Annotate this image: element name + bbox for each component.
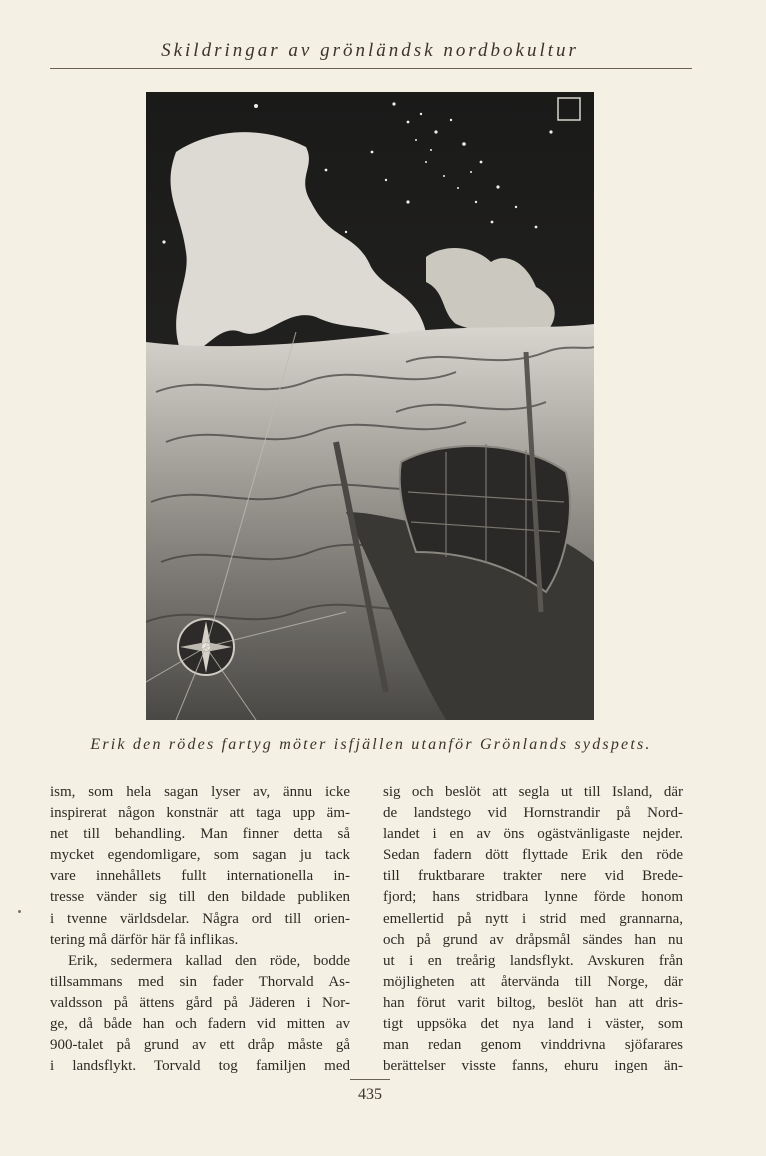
text-line: i tvenne världsdelar. Några ord till orien- (50, 910, 350, 927)
text-line: berättelser visste fanns, ehuru ingen än- (383, 1058, 683, 1075)
text-line: ge, då både han och fadern vid mitten av (50, 1016, 350, 1033)
text-column-left (50, 782, 350, 1077)
header-rule (50, 68, 692, 69)
running-title: Skildringar av grönländsk nordbokultur (161, 40, 579, 61)
text-line: Sedan fadern dött flyttade Erik den röde (383, 847, 683, 864)
text-line: ism, som hela sagan lyser av, ännu icke (50, 784, 350, 800)
text-line: Erik, sedermera kallad den röde, bodde (68, 952, 350, 969)
text-line: sig och beslöt att segla ut till Island, där (383, 784, 683, 800)
text-line: mycket egendomligare, som sagan ju tack (50, 847, 350, 864)
text-line: valdsson på ättens gård på Jäderen i Nor- (50, 994, 350, 1011)
text-line: landet i en av öns ogästvänligaste nejder. (383, 826, 683, 843)
illustration-ship-and-icebergs (146, 92, 594, 720)
text-line: emellertid på nytt i strid med grannarna, (383, 910, 683, 927)
text-line: inspirerat någon konstnär att taga upp äm- (50, 805, 350, 822)
text-line: man redan genom vinddrivna sjöfarares (383, 1037, 683, 1054)
text-line: tigt uppsöka det nya land i väster, som (383, 1016, 683, 1033)
text-line: tering må därför här få inflikas. (50, 931, 239, 948)
text-line: ut i en treårig landsflykt. Avskuren från (383, 952, 683, 969)
text-line: tresse vänder sig till den bildade publiken (50, 889, 350, 906)
page-number: 435 (358, 1086, 382, 1103)
text-line: fjord; hans stridbara lynne förde honom (383, 889, 683, 906)
text-line: i landsflykt. Torvald tog familjen med (50, 1058, 350, 1075)
folio-rule (350, 1079, 390, 1080)
text-line: han förut varit biltog, beslöt han att dris- (383, 994, 683, 1011)
text-line: de landstego vid Hornstrandir på Nord- (383, 805, 683, 822)
text-line: vare innehållets fullt internationella in- (50, 868, 350, 885)
text-line: och på grund av dråpsmål sändes han nu (383, 931, 683, 948)
text-line: tillsammans med sin fader Thorvald As- (50, 973, 350, 990)
figure-caption: Erik den rödes fartyg möter isfjällen utanför Grönlands sydspets. (90, 736, 652, 753)
text-line: net till behandling. Man finner detta så (50, 826, 350, 843)
margin-speck (18, 910, 21, 913)
illustration-drawing (146, 92, 594, 720)
text-line: 900-talet på grund av ett dråp måste gå (50, 1037, 350, 1054)
text-line: till fruktbarare trakter nere vid Brede- (383, 868, 683, 885)
text-column-right (383, 782, 683, 1077)
text-line: möjligheten att återvända till Norge, där (383, 973, 683, 990)
